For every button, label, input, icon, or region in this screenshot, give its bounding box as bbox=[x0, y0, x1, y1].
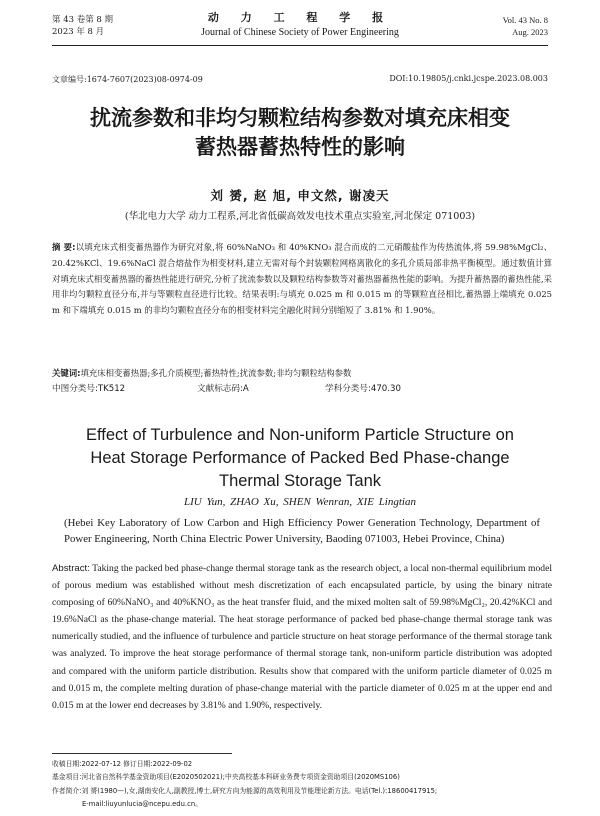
authors-cn: 刘 赟, 赵 旭, 申文然, 谢凌天 bbox=[210, 188, 390, 203]
title-en-line-2: Heat Storage Performance of Packed Bed Phase-change bbox=[90, 449, 510, 467]
title-en-line-1: Effect of Turbulence and Non-uniform Particle Structure on bbox=[85, 426, 514, 444]
title-cn-line-1: 扰流参数和非均匀颗粒结构参数对填充床相变 bbox=[90, 106, 510, 130]
date-en: Aug. 2023 bbox=[512, 27, 548, 37]
author-info: 作者简介:刘 赟(1980—),女,湖南安化人,副教授,博士,研究方向为能源的高效利用及节能理论新方法。电话(Tel.):18600417915; bbox=[52, 786, 438, 795]
doi[interactable]: DOI:10.19805/j.cnki.jcspe.2023.08.003 bbox=[389, 74, 548, 83]
abstract-en-label: Abstract: bbox=[52, 563, 90, 574]
volume-issue-cn: 第 43 卷第 8 期 bbox=[52, 15, 114, 25]
volume-issue-en: Vol. 43 No. 8 bbox=[502, 15, 548, 25]
received-date: 收稿日期:2022-07-12 修订日期:2022-09-02 bbox=[52, 760, 193, 768]
article-number: 文章编号:1674-7607(2023)08-0974-09 bbox=[52, 75, 203, 84]
journal-title-en: Journal of Chinese Society of Power Engineering bbox=[201, 27, 399, 38]
affiliation-en: (Hebei Key Laboratory of Low Carbon and High Efficiency Power Generation Technology, Department of Power Engineering, North China Electric Power University, Baoding 071003, Hebei Province, China) bbox=[64, 517, 540, 545]
classification-row bbox=[52, 382, 552, 397]
title-en-line-3: Thermal Storage Tank bbox=[218, 472, 382, 490]
title-cn-line-2: 蓄热器蓄热特性的影响 bbox=[195, 135, 405, 159]
author-email[interactable]: E-mail:liuyunlucia@ncepu.edu.cn。 bbox=[82, 800, 202, 809]
fund-info: 基金项目:河北省自然科学基金资助项目(E2020502021);中央高校基本科研业务费专项资金资助项目(2020MS106) bbox=[52, 773, 400, 782]
header-volume-en bbox=[503, 14, 548, 38]
keywords-cn bbox=[52, 366, 552, 381]
clc-number: 中图分类号:TK512 bbox=[52, 384, 126, 394]
date-cn: 2023 年 8 月 bbox=[52, 27, 105, 37]
abstract-cn-label: 摘 要: bbox=[52, 242, 76, 252]
abstract-en bbox=[52, 560, 552, 714]
abstract-cn-text: 以填充床式相变蓄热器作为研究对象,将 60%NaNO₃ 和 40%KNO₃ 混合而成的二元硝酸盐作为传热流体,将 59.98%MgCl₂、20.42%KCl、19.6%NaCl 混合熔盐作为相变材料,建立无需对每个封装颗粒网格离散化的多孔介质局部非热平衡模型。通过数值计算对填充床式相变蓄热器的蓄热性能进行研究,分析了扰流参数以及颗粒结构参数等对蓄热器蓄热性能的影响。为提升蓄热器的蓄热性能,采用非均匀颗粒直径分布,并与等颗粒直径进行比较。结果表明:与填充 0.025 m 和 0.015 m 的等颗粒直径相比,蓄热器上端填充 0.025 m 和下端填充 0.015 m 的非均匀颗粒直径分布的相变材料完全融化时间分别缩短了 3.81% 和 1.90%。 bbox=[52, 242, 553, 316]
affiliation-cn: (华北电力大学 动力工程系,河北省低碳高效发电技术重点实验室,河北保定 071003) bbox=[124, 211, 476, 222]
keywords-cn-label: 关键词: bbox=[52, 368, 81, 378]
paper-title-cn bbox=[0, 104, 600, 162]
subject-code: 学科分类号:470.30 bbox=[325, 384, 401, 394]
journal-title-cn: 动 力 工 程 学 报 bbox=[207, 11, 393, 24]
keywords-cn-text: 填充床相变蓄热器;多孔介质模型;蓄热特性;扰流参数;非均匀颗粒结构参数 bbox=[80, 368, 352, 378]
footnotes bbox=[52, 758, 552, 812]
document-code: 文献标志码:A bbox=[197, 384, 249, 394]
paper-title-en bbox=[0, 424, 600, 493]
header-rule bbox=[52, 45, 548, 46]
abstract-en-text: Taking the packed bed phase-change thermal storage tank as the research object, a local non-thermal equilibrium model of porous medium was established without mesh discretization of each encapsulated particle, by using the binary nitrate composing of 60%NaNO₃ and 40%KNO₃ as the heat transfer fluid, and the mixed molten salt of 59.98%MgCl₂, 20.42%KCl and 19.6%NaCl as the phase-change material. The heat storage performance of packed bed phase-change thermal storage tank was numerically studied, and the influence of turbulence and particle structure on heat storage performance of the thermal storage tank was analyzed. To improve the heat storage performance of thermal storage tank, non-uniform particle distribution was adopted and compared with the uniform particle distribution. Results show that compared with the uniform particle diameter of 0.025 m and 0.015 m, the complete melting duration of phase-change material with the particle diameter of 0.025 m at the upper end and 0.015 m at the lower end decreases by 3.81% and 1.90%, respectively. bbox=[52, 563, 553, 711]
footnote-rule bbox=[52, 753, 232, 754]
abstract-cn bbox=[52, 240, 552, 319]
authors-en: LIU Yun, ZHAO Xu, SHEN Wenran, XIE Lingtian bbox=[184, 496, 416, 508]
